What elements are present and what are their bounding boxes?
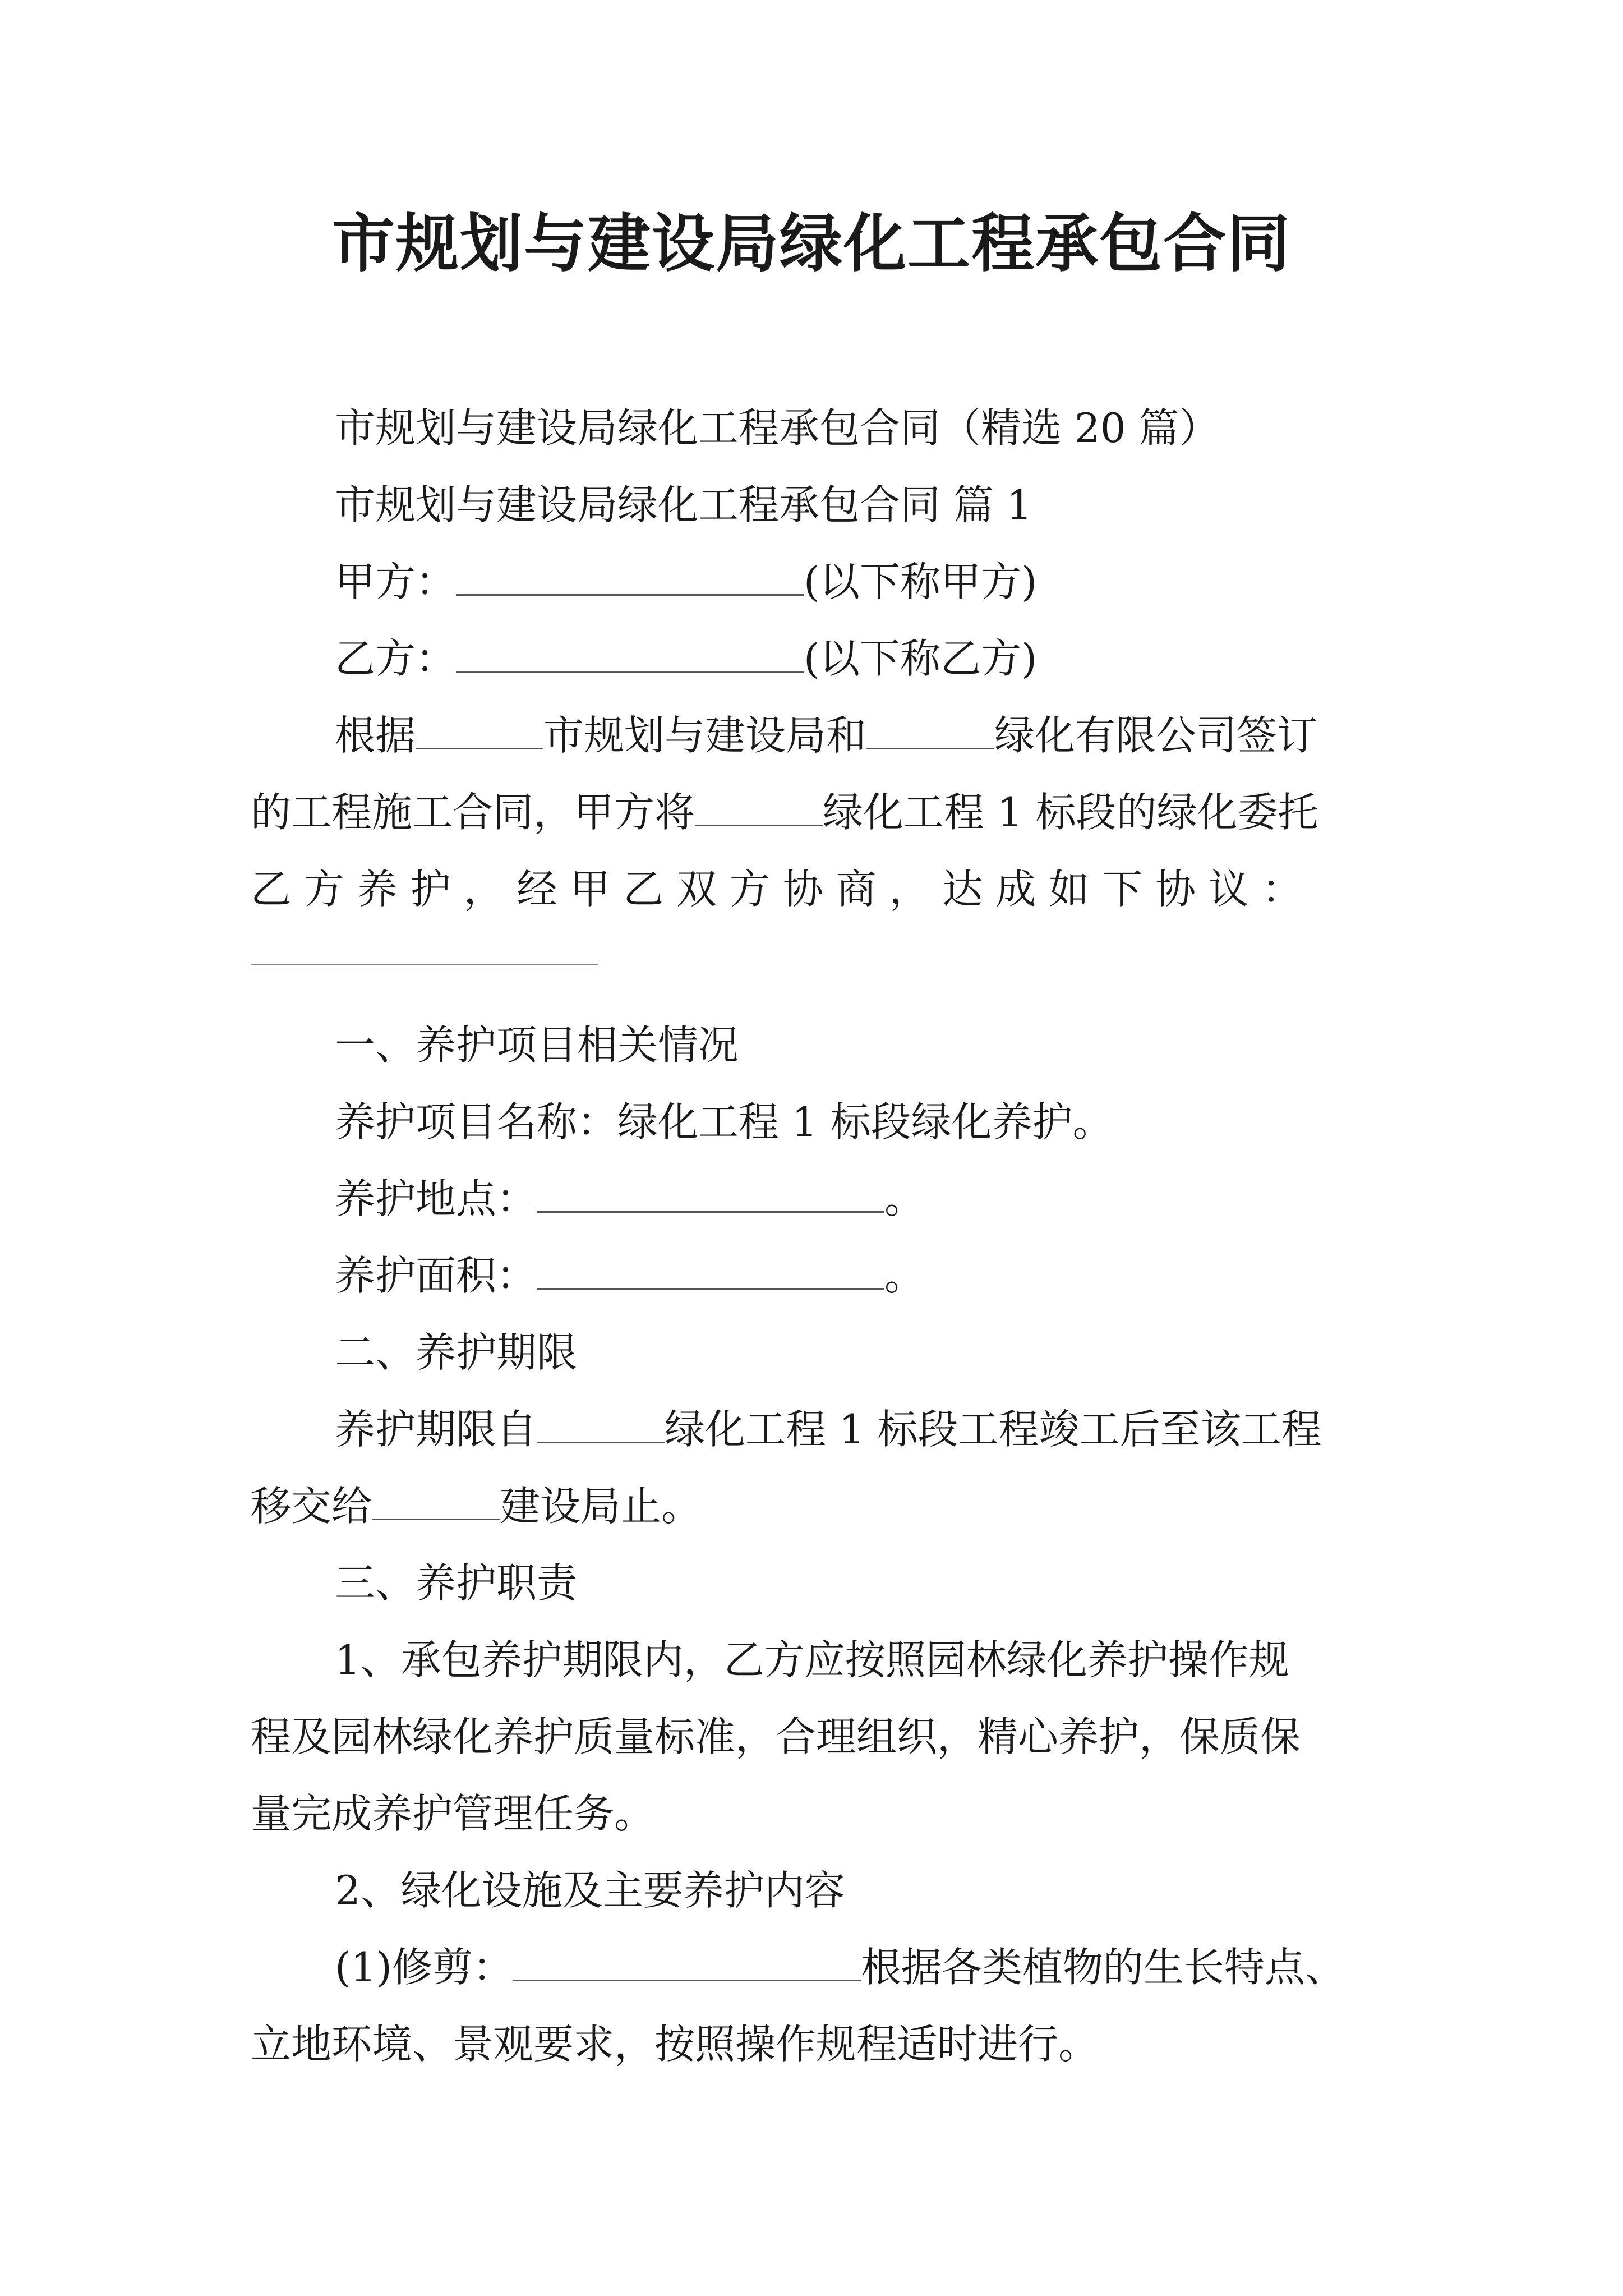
intro-text-4: 的工程施工合同，甲方将 [251, 789, 695, 836]
intro-text-1: 根据 [335, 712, 416, 759]
section-heading: 市规划与建设局绿化工程承包合同 篇 1 [335, 481, 1032, 528]
s1-name: 养护项目名称：绿化工程 1 标段绿化养护。 [335, 1098, 1113, 1145]
s1-area-end: 。 [884, 1252, 925, 1299]
intro-blank-2 [866, 708, 994, 749]
intro-blank-3 [695, 785, 823, 826]
s1-name-line [335, 1084, 1113, 1161]
s3-1-text-2: 程及园林绿化养护质量标准，合理组织，精心养护，保质保 [251, 1713, 1301, 1760]
s3-heading: 三、养护职责 [335, 1559, 578, 1607]
intro-text-2: 市规划与建设局和 [543, 712, 867, 759]
s3-heading-line [335, 1545, 577, 1622]
s1-location-line [335, 1161, 925, 1237]
s2-blank-1 [537, 1402, 665, 1443]
s2-text-3: 移交给 [251, 1483, 372, 1530]
party-b-blank [456, 632, 804, 673]
intro-line-3 [251, 851, 1302, 928]
s1-heading: 一、养护项目相关情况 [335, 1022, 739, 1069]
s3-1-line-3 [251, 1775, 654, 1852]
intro-text-6: 乙 方 养 护 ， 经 甲 乙 双 方 协 商 ， 达 成 如 下 协 议 ： [251, 866, 1302, 913]
s3-1-line-2 [251, 1699, 1301, 1775]
s3-2-1-text-2: 根据各类植物的生长特点、 [861, 1944, 1346, 1991]
s2-text-2: 绿化工程 1 标段工程竣工后至该工程 [665, 1406, 1322, 1453]
s2-blank-2 [372, 1479, 500, 1520]
s3-2-1-line-2 [251, 2006, 1099, 2083]
s3-1-text-3: 量完成养护管理任务。 [251, 1790, 655, 1837]
party-a-line [335, 544, 1037, 620]
s3-2-1-text-3: 立地环境、景观要求，按照操作规程适时进行。 [251, 2021, 1099, 2068]
s2-heading-line [335, 1314, 577, 1391]
s1-area-label: 养护面积： [335, 1252, 537, 1299]
party-b-suffix: (以下称乙方) [804, 635, 1038, 682]
party-b-line [335, 620, 1037, 697]
s3-2-1-text-1: (1)修剪： [335, 1944, 513, 1991]
intro-text-3: 绿化有限公司签订 [994, 712, 1318, 759]
intro-line-2 [251, 774, 1318, 851]
subtitle-line [335, 390, 1219, 467]
s1-area-line [335, 1237, 925, 1314]
s1-location-end: 。 [884, 1175, 925, 1222]
party-a-blank [456, 555, 804, 596]
party-a-suffix: (以下称甲方) [804, 558, 1038, 605]
s2-line-1 [335, 1391, 1322, 1468]
subtitle: 市规划与建设局绿化工程承包合同（精选 20 篇） [335, 404, 1220, 452]
intro-text-5: 绿化工程 1 标段的绿化委托 [823, 789, 1318, 836]
s2-text-1: 养护期限自 [335, 1406, 537, 1453]
s1-location-blank [537, 1172, 884, 1213]
s3-1-line-1 [335, 1622, 1289, 1699]
section-heading-line [335, 467, 1032, 544]
party-b-label: 乙方： [335, 635, 457, 682]
party-a-label: 甲方： [335, 558, 457, 605]
s2-text-4: 建设局止。 [500, 1483, 702, 1530]
s3-2-1-line-1 [335, 1929, 1345, 2006]
s2-heading: 二、养护期限 [335, 1329, 578, 1376]
separator-line [251, 964, 598, 965]
intro-line-1 [335, 697, 1317, 774]
s1-location-label: 养护地点： [335, 1175, 537, 1222]
s2-line-2 [251, 1468, 702, 1545]
document-title: 市规划与建设局绿化工程承包合同 [332, 207, 1291, 280]
s3-1-text-1: 1、承包养护期限内，乙方应按照园林绿化养护操作规 [335, 1636, 1289, 1683]
s3-2-text: 2、绿化设施及主要养护内容 [335, 1867, 845, 1914]
s3-2-line [335, 1852, 845, 1929]
intro-blank-1 [416, 708, 543, 749]
s1-area-blank [537, 1249, 884, 1290]
s3-2-1-blank [513, 1940, 861, 1981]
s1-heading-line [335, 1007, 739, 1084]
